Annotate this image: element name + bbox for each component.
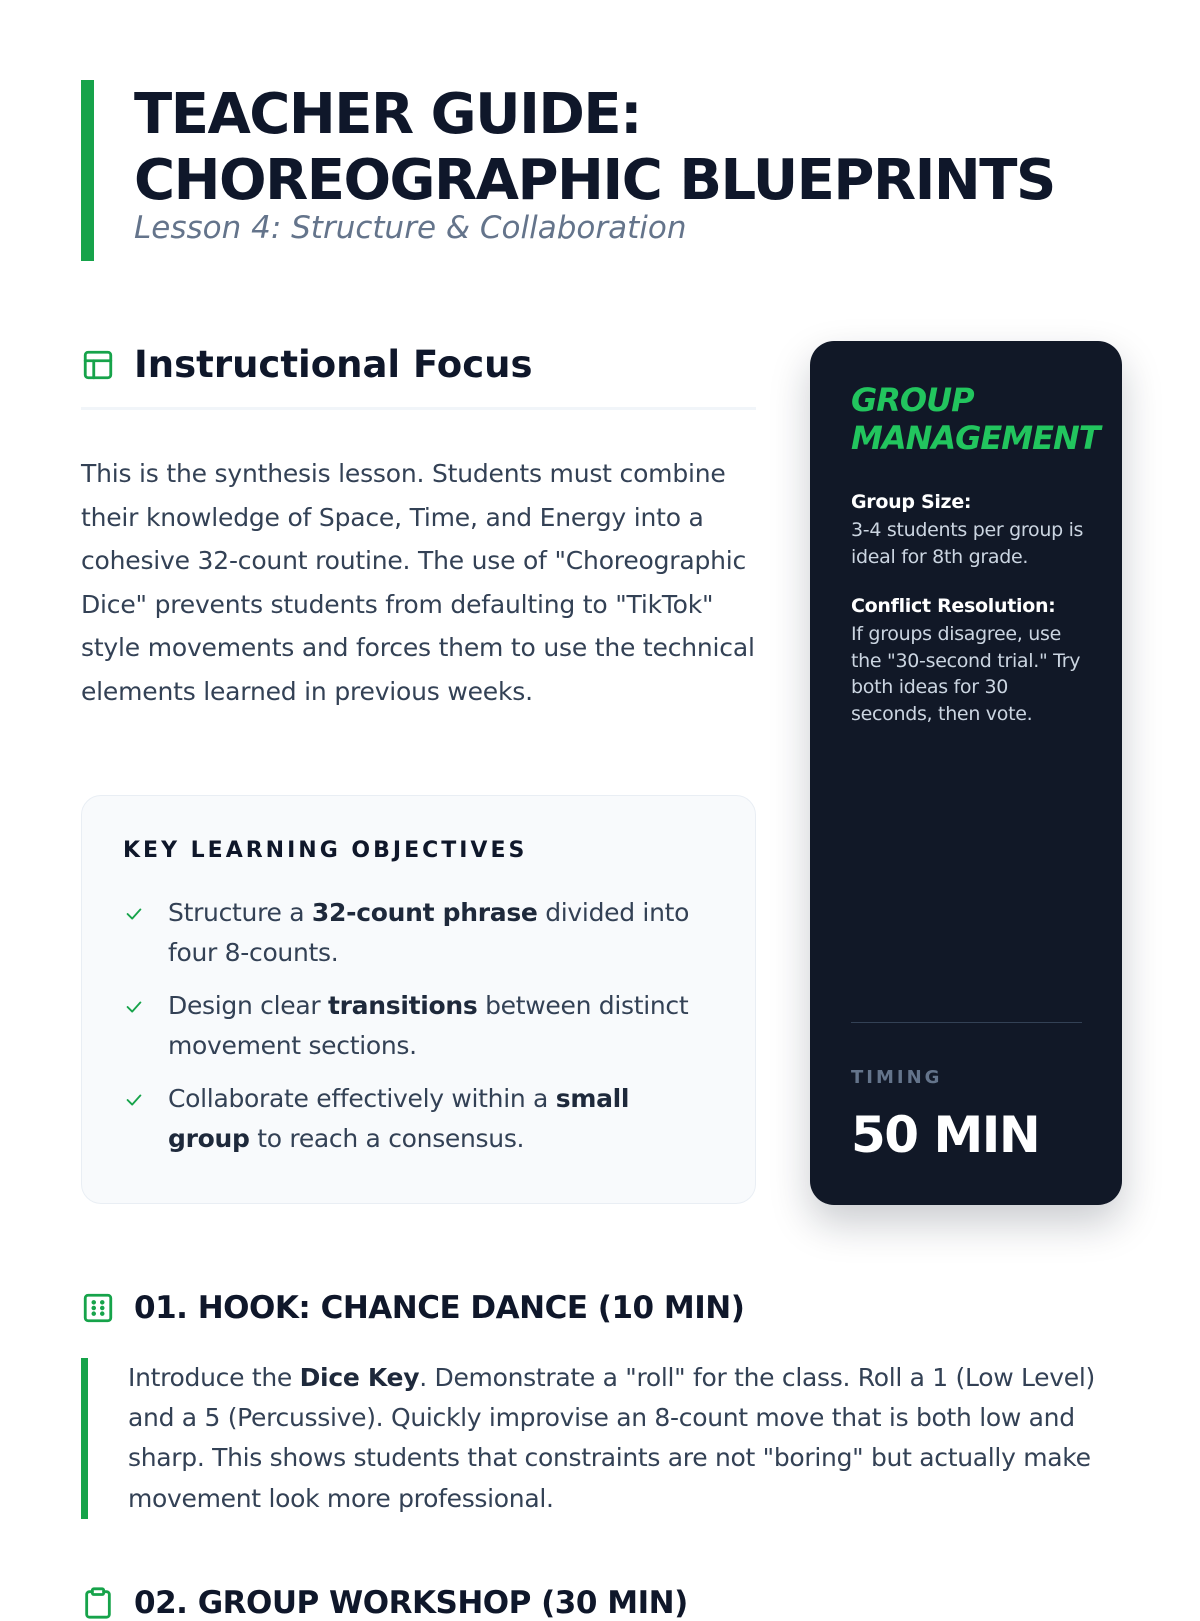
hook-heading [81, 1290, 744, 1326]
section-title: 02. GROUP WORKSHOP (30 MIN) [134, 1585, 688, 1621]
check-icon [123, 996, 145, 1018]
check-icon [123, 903, 145, 925]
timing-value: 50 MIN [851, 1106, 1040, 1164]
clipboard-icon [81, 1586, 115, 1620]
workshop-heading [81, 1585, 688, 1621]
instructional-focus-heading [81, 344, 756, 410]
layout-icon [81, 348, 115, 382]
group-management-card [810, 341, 1122, 1205]
hook-description: Introduce the Dice Key. Demonstrate a "roll" for the class. Roll a 1 (Low Level) and a 5 (Percussive). Quickly improvise an 8-count move that is both low and sharp. This shows students that constraints are not "boring" but actually make movement look more professional. [81, 1358, 1121, 1519]
conflict-resolution-label: Conflict Resolution: [851, 595, 1056, 617]
section-title: 01. HOOK: CHANCE DANCE (10 MIN) [134, 1290, 745, 1326]
group-size-label: Group Size: [851, 491, 972, 513]
objectives-box [81, 795, 756, 1204]
objective-item [123, 1079, 715, 1159]
group-management-heading: GROUP MANAGEMENT [851, 381, 1100, 457]
objective-item [123, 893, 715, 973]
objective-text: Structure a 32-count phrase divided into four 8-counts. [168, 898, 690, 967]
group-size-text: 3-4 students per group is ideal for 8th grade. [851, 519, 1084, 568]
page-header [81, 80, 1121, 261]
objectives-heading: KEY LEARNING OBJECTIVES [123, 838, 528, 863]
timing-label: TIMING [851, 1067, 943, 1088]
section-title: Instructional Focus [134, 343, 533, 386]
focus-paragraph: This is the synthesis lesson. Students must combine their knowledge of Space, Time, and Energy into a cohesive 32-count routine. The use of "Choreographic Dice" prevents students from defaulting to "TikTok" style movements and forces them to use the technical elements learned in previous weeks. [81, 459, 755, 706]
objective-text: Collaborate effectively within a small group to reach a consensus. [168, 1084, 630, 1153]
conflict-resolution-text: If groups disagree, use the "30-second trial." Try both ideas for 30 seconds, then vote. [851, 623, 1081, 725]
objective-text: Design clear transitions between distinct movement sections. [168, 991, 689, 1060]
page-title: TEACHER GUIDE: CHOREOGRAPHIC BLUEPRINTS [134, 82, 1055, 213]
page-subtitle: Lesson 4: Structure & Collaboration [134, 210, 687, 246]
check-icon [123, 1089, 145, 1111]
objective-item [123, 986, 715, 1066]
divider [851, 1022, 1082, 1023]
dice-icon [81, 1291, 115, 1325]
